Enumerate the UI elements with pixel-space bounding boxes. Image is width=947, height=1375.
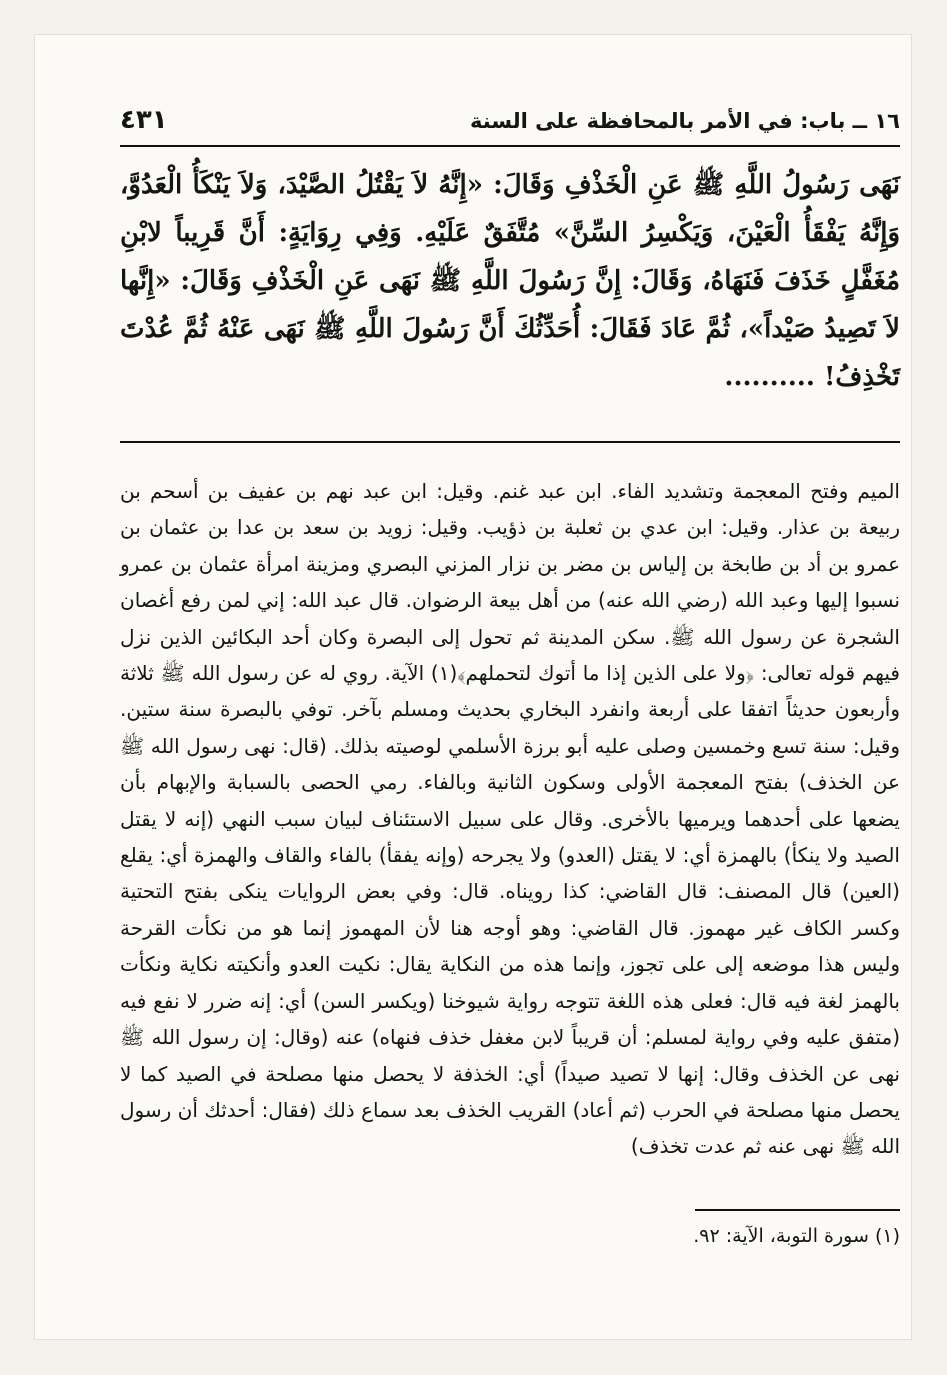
commentary-paragraph: الميم وفتح المعجمة وتشديد الفاء. ابن عبد غنم. وقيل: ابن عبد نهم بن عفيف بن أسحم بن ربيعة بن عذار. وقيل: ابن عدي بن ثعلبة بن ذؤيب. وقيل: زويد بن سعد بن عدا بن عثمان بن عمرو بن أد بن طابخة بن إلياس بن مضر بن نزار المزني البصري ومزينة امرأة عثمان بن عمرو نسبوا إليها وعبد الله (رضي الله عنه) من أهل بيعة الرضوان. قال عبد الله: إني لمن رفع أغصان الشجرة عن رسول الله ﷺ. سكن المدينة ثم تحول إلى البصرة وكان أحد البكائين الذين نزل فيهم قوله تعالى: ﴿ولا على الذين إذا ما أتوك لتحملهم﴾(١) الآية. روي له عن رسول الله ﷺ ثلاثة وأربعون حديثاً اتفقا على أربعة وانفرد البخاري بحديث ومسلم بآخر. توفي بالبصرة سنة ستين. وقيل: سنة تسع وخمسين وصلى عليه أبو برزة الأسلمي لوصيته بذلك. (قال: نهى رسول الله ﷺ عن الخذف) بفتح المعجمة الأولى وسكون الثانية وبالفاء. رمي الحصى بالسبابة والإبهام بأن يضعها على أحدهما ويرميها بالأخرى. وقال على سبيل الاستئناف لبيان سبب النهي (إنه لا يقتل الصيد ولا ينكأ) بالهمزة أي: لا يقتل (العدو) ولا يجرحه (وإنه يفقأ) بالفاء والقاف والهمزة أي: يقلع (العين) قال المصنف: قال القاضي: كذا رويناه. قال: وفي بعض الروايات ينكى بفتح التحتية وكسر الكاف غير مهموز. قال القاضي: وهو أوجه هنا لأن المهموز إنما هو من نكأت القرحة وليس هذا موضعه إلى على تجوز، وإنما هذه من النكاية يقال: نكيت العدو وأنكيته نكاية ونكأت بالهمز لغة فيه قال: فعلى هذه اللغة تتوجه رواية شيوخنا (ويكسر السن) أي: إنه ضرر لا نفع فيه (متفق عليه وفي رواية لمسلم: أن قريباً لابن مغفل خذف فنهاه) عنه (وقال: إن رسول الله ﷺ نهى عن الخذف وقال: إنها لا تصيد صيداً) أي: الخذفة لا يحصل منها مصلحة في الصيد كما لا يحصل منها مصلحة في الحرب (ثم أعاد) القريب الخذف بعد سماع ذلك (فقال: أحدثك أن رسول الله ﷺ نهى عنه ثم عدت تخذف) — [120, 479, 900, 1159]
hadith-text: نَهَى رَسُولُ اللَّهِ ﷺ عَنِ الْخَذْفِ وَقَالَ: «إِنَّهُ لاَ يَقْتُلُ الصَّيْدَ، وَلاَ يَنْكَأُ الْعَدُوَّ، وَإِنَّهُ يَفْقَأُ الْعَيْنَ، وَيَكْسِرُ السِّنَّ» مُتَّفَقٌ عَلَيْهِ. وَفِي رِوَايَةٍ: أَنَّ قَرِيباً لابْنِ مُغَفَّلٍ خَذَفَ فَنَهَاهُ، وَقَالَ: إِنَّ رَسُولَ اللَّهِ ﷺ نَهَى عَنِ الْخَذْفِ وَقَالَ: «إِنَّها لاَ تَصِيدُ صَيْداً»، ثُمَّ عَادَ فَقَالَ: أُحَدِّثُكَ أَنَّ رَسُولَ اللَّهِ ﷺ نَهَى عَنْهُ ثُمَّ عُدْتَ تَخْذِفُ! .......... — [120, 170, 900, 392]
running-header — [120, 105, 900, 147]
footnote-divider — [695, 1209, 900, 1211]
page-number: ٤٣١ — [120, 105, 168, 135]
commentary-text — [120, 473, 900, 1165]
footnote: (١) سورة التوبة، الآية: ٩٢. — [693, 1224, 900, 1247]
book-page — [34, 34, 912, 1340]
page-content — [120, 105, 900, 1335]
section-divider — [120, 441, 900, 443]
chapter-title: ١٦ ــ باب: في الأمر بالمحافظة على السنة — [470, 109, 900, 133]
